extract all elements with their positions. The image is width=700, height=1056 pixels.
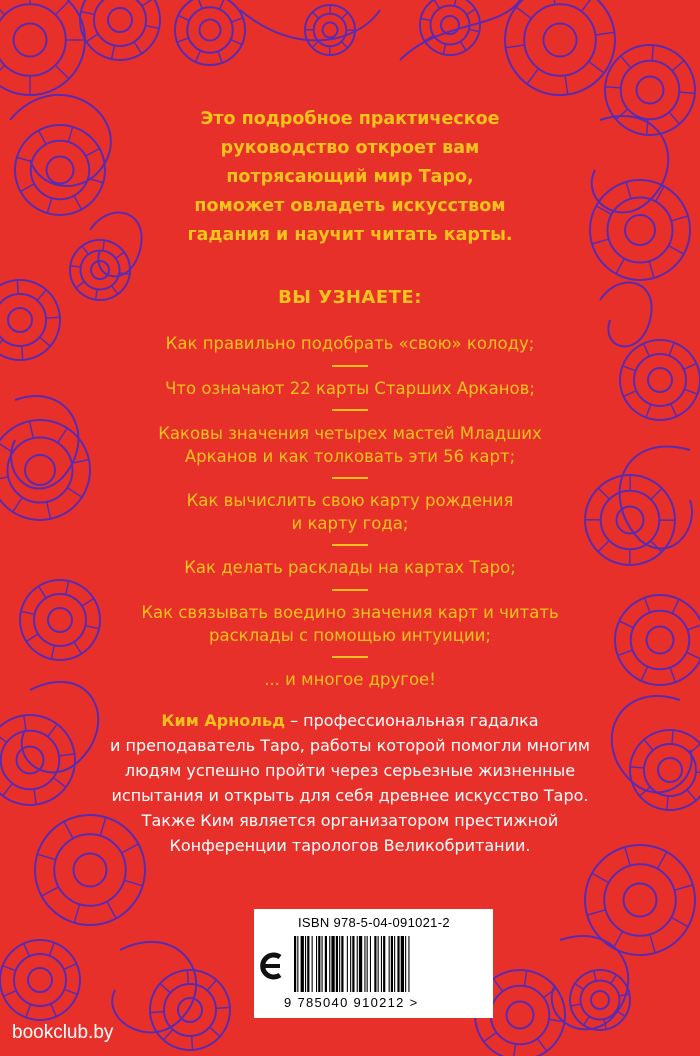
ornament-shape xyxy=(506,45,525,48)
ornament-shape xyxy=(160,984,171,993)
ornament-shape xyxy=(605,45,695,135)
ornament-shape xyxy=(0,715,75,805)
ornament-shape xyxy=(591,991,609,1009)
author-name: Ким Арнольд xyxy=(161,711,285,730)
site-url: bookclub.by xyxy=(12,1022,114,1043)
learn-item xyxy=(120,668,580,691)
ornament-shape xyxy=(22,346,23,360)
ornament-shape xyxy=(598,541,609,552)
ornament-shape xyxy=(420,0,480,55)
learn-item-line: Как делать расклады на картах Таро; xyxy=(184,558,516,577)
barcode-bar xyxy=(322,936,323,992)
ornament-shape xyxy=(484,1032,497,1041)
ornament-shape xyxy=(49,943,54,956)
ornament-shape xyxy=(100,817,106,835)
ornament-shape xyxy=(625,847,630,866)
ornament-shape xyxy=(684,364,697,370)
learn-item-line: ... и многое другое! xyxy=(264,670,436,689)
ornament-shape xyxy=(13,497,23,512)
ornament-shape xyxy=(621,61,680,120)
ornament-shape xyxy=(24,943,30,956)
learn-item-line: Как правильно подобрать «свою» колоду; xyxy=(165,334,535,353)
barcode-bar xyxy=(401,936,404,992)
learn-item xyxy=(120,601,580,647)
ornament-shape xyxy=(431,6,470,45)
learn-item-line: и карту года; xyxy=(291,514,409,533)
barcode-bar xyxy=(378,936,379,992)
ornament-shape xyxy=(668,246,683,254)
ornament-shape xyxy=(164,1030,173,1041)
ornament-shape xyxy=(646,404,651,417)
ornament-shape xyxy=(31,141,90,200)
ornament-shape xyxy=(493,979,502,992)
ornament-shape xyxy=(39,130,47,144)
ornament-shape xyxy=(91,261,109,279)
ornament-shape xyxy=(581,0,593,11)
ornament-shape xyxy=(650,934,655,953)
ornament-shape xyxy=(524,971,526,987)
ornament-shape xyxy=(26,1004,31,1017)
barcode-bar xyxy=(389,936,390,992)
learn-item-line: расклады с помощью интуиции; xyxy=(209,626,491,645)
ornament-shape xyxy=(103,240,105,250)
ornament-shape xyxy=(619,621,633,628)
ornament-shape xyxy=(644,598,649,613)
ornament-shape xyxy=(469,29,479,31)
ornament-shape xyxy=(658,758,682,782)
barcode-bar xyxy=(405,936,406,992)
ornament-shape xyxy=(81,11,95,14)
learn-heading: ВЫ УЗНАЕТЕ: xyxy=(278,287,422,308)
ornament-shape xyxy=(111,45,114,59)
ornament-shape xyxy=(0,294,46,346)
ornament-shape xyxy=(53,778,66,788)
ornament-shape xyxy=(516,7,531,19)
ornament-shape xyxy=(0,733,7,743)
ornament-shape xyxy=(124,880,142,886)
ornament-shape xyxy=(618,650,633,655)
barcode-bar xyxy=(391,936,393,992)
ornament-shape xyxy=(42,887,59,896)
ornament-shape xyxy=(20,184,34,192)
ornament-shape xyxy=(671,404,677,417)
learn-item-line: Что означают 22 карты Старших Арканов; xyxy=(165,379,535,398)
ornament-shape xyxy=(687,790,696,801)
ornament-shape xyxy=(491,986,550,1045)
ornament-shape xyxy=(231,18,242,22)
barcode-bar xyxy=(329,936,330,992)
ornament-shape xyxy=(1,731,60,790)
ornament-shape xyxy=(39,586,47,598)
ornament-shape xyxy=(624,391,637,397)
ornament-shape xyxy=(37,290,46,301)
ornament-shape xyxy=(584,1016,590,1025)
ornament-shape xyxy=(150,970,230,1050)
ornament-shape xyxy=(0,477,8,481)
barcode-bar xyxy=(350,936,351,992)
ornament-shape xyxy=(669,112,679,124)
barcode-bar xyxy=(297,936,298,992)
ornament-shape xyxy=(82,599,94,607)
ornament-shape xyxy=(64,822,73,839)
ornament-shape xyxy=(81,251,120,290)
ornament-shape xyxy=(634,354,686,406)
ornament-shape xyxy=(589,61,604,73)
intro-line: руководство откроет вам xyxy=(220,138,480,158)
ornament-shape xyxy=(17,280,18,294)
ornament-shape xyxy=(0,1,5,15)
item-divider xyxy=(332,589,368,591)
ornament-shape xyxy=(0,0,85,95)
ornament-shape xyxy=(421,18,431,20)
ornament-shape xyxy=(648,368,672,392)
ornament-shape xyxy=(96,289,98,299)
ornament-shape xyxy=(231,39,242,44)
barcode-bar xyxy=(408,936,409,992)
ornament-shape xyxy=(94,0,146,46)
ornament-shape xyxy=(615,595,700,685)
ornament-shape xyxy=(200,20,221,41)
ornament-shape xyxy=(454,0,456,6)
ornament-shape xyxy=(37,854,55,860)
learn-item xyxy=(120,556,580,579)
ornament-shape xyxy=(25,455,55,485)
barcode-bar xyxy=(325,936,327,992)
intro-line: поможет овладеть искусством xyxy=(194,196,506,216)
ornament-shape xyxy=(15,125,105,215)
ornament-shape xyxy=(55,65,69,79)
ornament-shape xyxy=(0,65,5,79)
ornament-shape xyxy=(66,581,69,595)
ornament-shape xyxy=(341,42,347,48)
ornament-shape xyxy=(671,917,688,926)
ornament-shape xyxy=(8,308,32,332)
ornament-shape xyxy=(59,754,75,756)
ornament-shape xyxy=(687,652,700,659)
ornament-shape xyxy=(590,180,690,280)
barcode-bar xyxy=(307,936,309,992)
ornament-shape xyxy=(48,608,72,632)
ornament-shape xyxy=(74,196,82,210)
ornament-shape xyxy=(651,488,662,499)
barcode-bar xyxy=(367,936,368,992)
ornament-shape xyxy=(74,904,80,922)
ornament-shape xyxy=(679,92,695,93)
ornament-shape xyxy=(644,344,650,357)
ornament-shape xyxy=(312,12,318,18)
ornament-shape xyxy=(616,109,628,119)
ornament-shape xyxy=(652,45,653,61)
ornament-shape xyxy=(507,1002,534,1029)
ornament-shape xyxy=(108,8,132,32)
barcode-bar xyxy=(294,936,296,992)
ornament-shape xyxy=(70,266,80,268)
ornament-shape xyxy=(3,783,13,796)
intro-line: гадания и научит читать карты. xyxy=(187,225,513,245)
ornament-shape xyxy=(575,984,584,990)
barcode-bar xyxy=(318,936,320,992)
barcode-bar xyxy=(336,936,338,992)
ornament-shape xyxy=(86,34,98,42)
ornament-shape xyxy=(74,642,82,654)
ornament-shape xyxy=(187,7,233,53)
ornament-shape xyxy=(544,24,577,57)
ornament-shape xyxy=(0,940,80,1020)
ornament-shape xyxy=(620,340,700,420)
ornament-shape xyxy=(649,261,654,278)
ornament-shape xyxy=(30,421,34,438)
item-divider xyxy=(332,544,368,546)
item-divider xyxy=(332,365,368,367)
ornament-shape xyxy=(671,216,688,221)
barcode-bar xyxy=(312,936,313,992)
barcode-digits: 9 785040 910212 > xyxy=(284,995,419,1010)
ornament-shape xyxy=(112,942,196,1033)
ornament-shape xyxy=(624,884,657,917)
ornament-shape xyxy=(82,246,88,254)
ornament-shape xyxy=(47,502,51,519)
ornament-shape xyxy=(616,258,624,273)
barcode-bar xyxy=(341,936,343,992)
ornament-shape xyxy=(600,283,652,347)
ornament-shape xyxy=(626,182,631,199)
learn-item xyxy=(120,422,580,468)
ornament-shape xyxy=(68,127,72,142)
ornament-shape xyxy=(621,56,631,68)
ornament-shape xyxy=(587,910,606,915)
bio-first-line-rest: – профессиональная гадалка xyxy=(285,711,539,730)
ornament-shape xyxy=(107,901,116,918)
ornament-shape xyxy=(64,989,77,994)
isbn-text: ISBN 978-5-04-091021-2 xyxy=(298,915,450,930)
ornament-shape xyxy=(58,428,68,443)
ornament-shape xyxy=(625,215,655,245)
ornament-shape xyxy=(219,0,224,9)
barcode-bar xyxy=(364,936,365,992)
ornament-shape xyxy=(48,724,58,737)
barcode-bar xyxy=(347,936,348,992)
ornament-shape xyxy=(594,971,596,981)
ornament-shape xyxy=(544,988,557,997)
barcode-bar xyxy=(352,936,354,992)
ornament-shape xyxy=(216,1007,230,1008)
ornament-shape xyxy=(21,611,35,614)
ornament-shape xyxy=(11,396,78,489)
ornament-shape xyxy=(51,1004,57,1017)
ornament-shape xyxy=(434,0,440,8)
ornament-shape xyxy=(28,968,52,992)
intro-line: потрясающий мир Таро, xyxy=(226,167,474,187)
ornament-shape xyxy=(631,611,690,670)
barcode-bar xyxy=(339,936,340,992)
ornament-shape xyxy=(14,954,66,1006)
ornament-shape xyxy=(150,1012,164,1013)
bio-line: людям успешно пройти через серьезные жизненные xyxy=(124,761,576,780)
barcode-bar xyxy=(305,936,306,992)
ornament-shape xyxy=(570,970,630,1030)
ornament-shape xyxy=(24,715,26,731)
ornament-shape xyxy=(14,24,47,57)
ornament-shape xyxy=(67,488,82,498)
ornament-shape xyxy=(47,198,51,213)
ornament-shape xyxy=(34,789,36,805)
ornament-shape xyxy=(619,994,629,996)
ornament-shape xyxy=(20,580,100,660)
ornament-shape xyxy=(112,286,118,294)
ornament-shape xyxy=(323,23,338,38)
ornament-shape xyxy=(142,0,154,6)
ornament-shape xyxy=(116,252,124,258)
ornament-shape xyxy=(672,599,679,613)
item-divider xyxy=(332,656,368,658)
learn-item xyxy=(120,489,580,535)
barcode-bar xyxy=(301,936,304,992)
ornament-shape xyxy=(443,44,445,54)
learn-item-line: Как связывать воедино значения карт и читать xyxy=(141,603,559,622)
ornament-shape xyxy=(537,1039,546,1052)
ornament-shape xyxy=(595,32,614,35)
ornament-shape xyxy=(605,87,621,88)
ornament-shape xyxy=(51,645,54,659)
learn-item xyxy=(120,377,580,400)
ornament-shape xyxy=(513,1044,515,1056)
barcode-bar xyxy=(381,936,382,992)
ornament-shape xyxy=(70,240,130,300)
ornament-shape xyxy=(8,438,73,503)
ornament-shape xyxy=(641,667,648,681)
ornament-shape xyxy=(40,337,51,346)
ornament-shape xyxy=(667,796,668,810)
barcode-bars xyxy=(294,936,454,994)
ornament-shape xyxy=(672,730,673,744)
intro-paragraph xyxy=(150,105,550,250)
bio-line: и преподаватель Таро, работы которой помогли многим xyxy=(110,736,590,755)
bio-first-line xyxy=(110,708,590,733)
ornament-shape xyxy=(0,340,3,351)
ornament-shape xyxy=(598,488,609,499)
ornament-shape xyxy=(26,634,38,642)
ornament-shape xyxy=(195,51,200,62)
item-divider xyxy=(332,409,368,411)
ornament-shape xyxy=(210,1027,221,1036)
ornament-shape xyxy=(55,1,69,15)
ornament-shape xyxy=(524,4,596,76)
learn-item-line: Арканов и как толковать эти 56 карт; xyxy=(184,447,516,466)
ornament-shape xyxy=(47,157,74,184)
ornament-shape xyxy=(46,317,60,318)
ornament-shape xyxy=(657,852,666,869)
barcode-bar xyxy=(359,936,362,992)
author-bio xyxy=(110,708,590,858)
ornament-shape xyxy=(207,980,216,991)
ornament-shape xyxy=(670,667,675,682)
item-divider xyxy=(332,477,368,479)
ornament-shape xyxy=(187,970,188,984)
ornament-shape xyxy=(672,61,684,71)
ornament-shape xyxy=(192,1036,193,1050)
ornament-shape xyxy=(527,69,539,84)
ornament-shape xyxy=(175,0,245,65)
ornament-shape xyxy=(34,594,86,646)
bio-line: Также Ким является организатором престижной xyxy=(141,811,559,830)
barcode-bar xyxy=(394,936,395,992)
ornament-shape xyxy=(467,9,476,15)
ornament-shape xyxy=(134,42,142,54)
ornament-shape xyxy=(3,991,16,997)
ornament-shape xyxy=(687,624,700,629)
barcode-bar xyxy=(383,936,385,992)
ornament-shape xyxy=(644,744,696,796)
intro-line: Это подробное практическое xyxy=(200,109,500,129)
barcode-bar xyxy=(316,936,317,992)
ornament-shape xyxy=(85,626,99,629)
ornament-shape xyxy=(312,41,318,47)
ornament-shape xyxy=(604,864,676,936)
ornament-shape xyxy=(644,740,653,751)
ornament-shape xyxy=(684,389,697,394)
learn-item-line: Каковы значения четырех мастей Младших xyxy=(158,424,542,443)
bio-line: Конференции тарологов Великобритании. xyxy=(169,836,531,855)
ornament-shape xyxy=(592,873,609,882)
ornament-shape xyxy=(637,77,664,104)
ornament-shape xyxy=(460,42,466,51)
ornament-shape xyxy=(342,12,348,18)
ornament-shape xyxy=(647,627,674,654)
barcode-panel xyxy=(254,909,493,1018)
barcode-bar xyxy=(374,936,376,992)
ornament-shape xyxy=(177,38,188,42)
ornament-shape xyxy=(218,51,222,62)
learn-item-line: Как вычислить свою карту рождения xyxy=(186,491,514,510)
ornament-shape xyxy=(571,1004,581,1006)
ornament-shape xyxy=(145,26,159,29)
ornament-shape xyxy=(674,885,693,890)
ornament-shape xyxy=(592,239,609,244)
ornament-shape xyxy=(669,343,674,356)
barcode-bar xyxy=(370,936,371,992)
ornament-shape xyxy=(164,984,216,1036)
ornament-shape xyxy=(178,15,189,20)
ornament-shape xyxy=(505,0,615,95)
bio-line: испытания и открыть для себя древнее искусство Таро. xyxy=(111,786,589,805)
learn-item xyxy=(120,332,580,355)
ornament-shape xyxy=(623,366,636,371)
eksmo-logo-icon xyxy=(260,949,286,983)
ornament-shape xyxy=(64,964,77,970)
ornament-shape xyxy=(601,491,660,550)
barcode-bar xyxy=(331,936,334,992)
ornament-shape xyxy=(630,767,644,768)
ornament-shape xyxy=(581,981,620,1020)
ornament-shape xyxy=(611,975,617,984)
ornament-shape xyxy=(3,966,16,971)
ornament-shape xyxy=(613,931,622,948)
ornament-shape xyxy=(198,0,202,9)
ornament-shape xyxy=(565,75,568,94)
ornament-shape xyxy=(76,282,84,288)
barcode-bar xyxy=(357,936,358,992)
barcode-bar xyxy=(397,936,399,992)
ornament-shape xyxy=(74,854,107,887)
ornament-shape xyxy=(86,149,100,157)
